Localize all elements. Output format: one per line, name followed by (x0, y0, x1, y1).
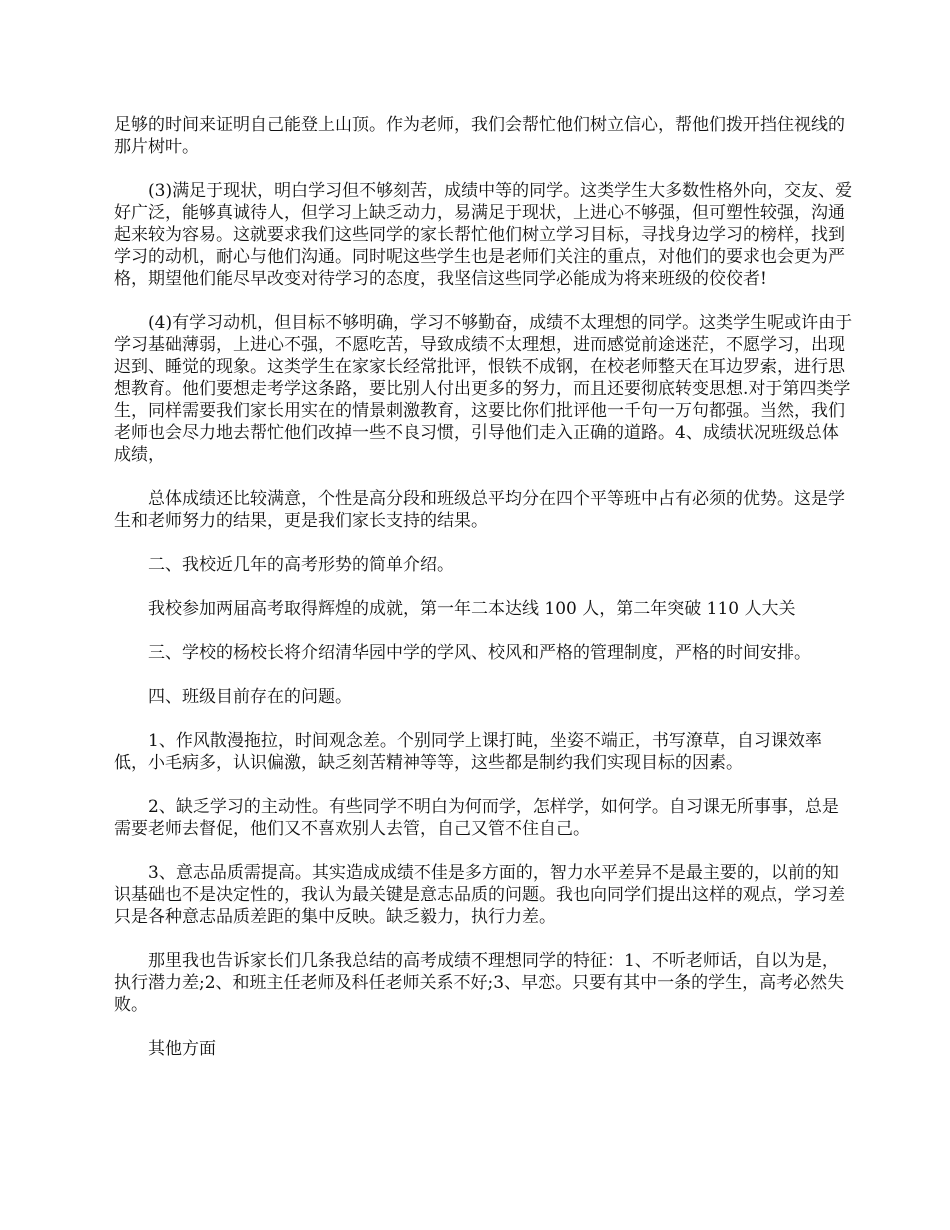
paragraph-problem-1: 1、作风散漫拖拉，时间观念差。个别同学上课打盹，坐姿不端正，书写潦草，自习课效率低，小毛病多，认识偏激，缺乏刻苦精神等等，这些都是制约我们实现目标的因素。 (114, 731, 822, 773)
paragraph-problem-2: 2、缺乏学习的主动性。有些同学不明白为何而学，怎样学，如何学。自习课无所事事，总是需要老师去督促，他们又不喜欢别人去管，自己又管不住自己。 (114, 797, 839, 839)
section-heading-class-problems: 四、班级目前存在的问题。 (148, 687, 352, 707)
document-body (114, 114, 854, 1082)
paragraph-problem-3: 3、意志品质需提高。其实造成成绩不佳是多方面的，智力水平差异不是最主要的，以前的知识基础也不是决定性的，我认为最关键是意志品质的问题。我也向同学们提出这样的观点，学习差只是各种意志品质差距的集中反映。缺乏毅力，执行力差。 (114, 863, 845, 927)
paragraph-student-type-3: (3)满足于现状，明白学习但不够刻苦，成绩中等的同学。这类学生大多数性格外向，交友、爱好广泛，能够真诚待人，但学习上缺乏动力，易满足于现状，上进心不够强，但可塑性较强，沟通起来较为容易。这就要求我们这些同学的家长帮忙他们树立学习目标，寻找身边学习的榜样，找到学习的动机，耐心与他们沟通。同时呢这些学生也是老师们关注的重点，对他们的要求也会更为严格，期望他们能尽早改变对待学习的态度，我坚信这些同学必能成为将来班级的佼佼者! (114, 181, 853, 289)
paragraph-exam-achievements: 我校参加两届高考取得辉煌的成就，第一年二本达线 100 人，第二年突破 110 人大关 (148, 599, 796, 619)
paragraph-student-type-4: (4)有学习动机，但目标不够明确，学习不够勤奋，成绩不太理想的同学。这类学生呢或许由于学习基础薄弱，上进心不强，不愿吃苦，导致成绩不太理想，进而感觉前途迷茫，不愿学习，出现迟到、睡觉的现象。这类学生在家家长经常批评，恨铁不成钢，在校老师整天在耳边罗索，进行思想教育。他们要想走考学这条路，要比别人付出更多的努力，而且还要彻底转变思想.对于第四类学生，同样需要我们家长用实在的情景刺激教育，这要比你们批评他一千句一万句都强。当然，我们老师也会尽力地去帮忙他们改掉一些不良习惯，引导他们走入正确的道路。4、成绩状况班级总体成绩， (114, 313, 853, 465)
section-heading-principal-intro: 三、学校的杨校长将介绍清华园中学的学风、校风和严格的管理制度，严格的时间安排。 (148, 643, 811, 663)
paragraph-failure-traits: 那里我也告诉家长们几条我总结的高考成绩不理想同学的特征：1、不听老师话，自以为是，执行潜力差;2、和班主任老师及科任老师关系不好;3、早恋。只要有其中一条的学生，高考必然失败。 (114, 951, 845, 1015)
paragraph-continued-text: 足够的时间来证明自己能登上山顶。作为老师，我们会帮忙他们树立信心，帮他们拨开挡住视线的那片树叶。 (114, 115, 845, 157)
section-heading-exam-situation: 二、我校近几年的高考形势的简单介绍。 (148, 555, 454, 575)
section-heading-other-aspects: 其他方面 (148, 1039, 216, 1059)
paragraph-overall-results: 总体成绩还比较满意，个性是高分段和班级总平均分在四个平等班中占有必须的优势。这是学生和老师努力的结果，更是我们家长支持的结果。 (114, 489, 845, 531)
